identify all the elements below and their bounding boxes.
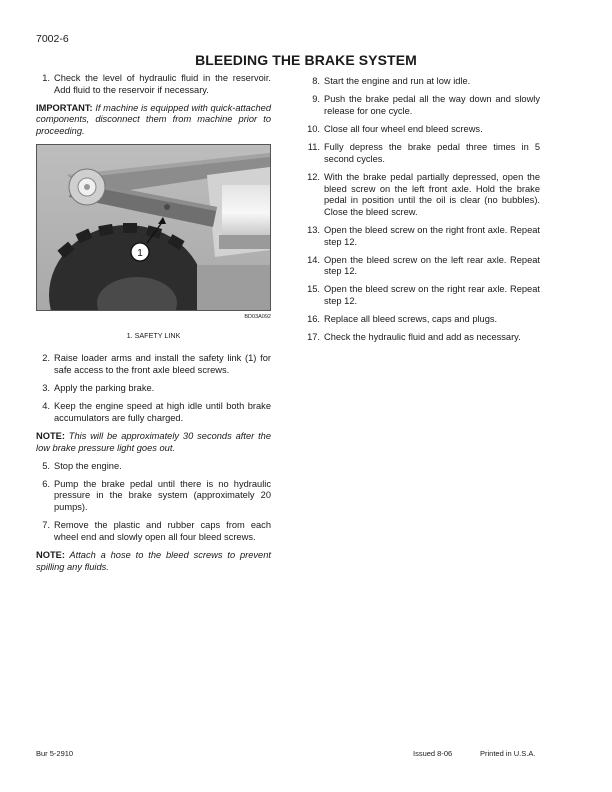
- step-11: 11. Fully depress the brake pedal three times in 5 second cycles.: [307, 142, 540, 164]
- right-column: [305, 76, 540, 351]
- left-column: [36, 73, 271, 580]
- footer-document-code: Bur 5-2910: [36, 749, 74, 758]
- page-title: BLEEDING THE BRAKE SYSTEM: [195, 52, 417, 68]
- step-16: 16. Replace all bleed screws, caps and plugs.: [307, 314, 498, 325]
- step-13: 13. Open the bleed screw on the right front axle. Repeat step 12.: [307, 224, 540, 247]
- footer-issued: Issued 8-06: [413, 749, 453, 758]
- footer-printed: Printed in U.S.A.: [480, 749, 536, 758]
- callout-number: 1: [137, 248, 143, 260]
- step-5: 5. Stop the engine.: [42, 460, 122, 471]
- step-1: [36, 73, 271, 96]
- step-10: 10. Close all four wheel end bleed screws.: [307, 123, 483, 134]
- page-number: 7002-6: [36, 33, 69, 45]
- important-label: IMPORTANT:: [36, 102, 93, 113]
- note-1: [36, 431, 271, 454]
- important-note: [36, 103, 271, 138]
- step-17: 17. Check the hydraulic fluid and add as necessary.: [307, 332, 521, 343]
- step-7: 7. Remove the plastic and rubber caps from each wheel end and slowly open all four bleed screws.: [42, 520, 271, 542]
- step-3: 3. Apply the parking brake.: [42, 383, 155, 394]
- loader-arm-illustration: [37, 145, 270, 310]
- step-9: 9. Push the brake pedal all the way down and slowly release for one cycle.: [312, 94, 540, 116]
- step-8: 8. Start the engine and run at low idle.: [312, 76, 471, 86]
- step-number: 1.: [42, 73, 50, 83]
- note-2: [36, 550, 271, 573]
- step-14: 14. Open the bleed screw on the left rear axle. Repeat step 12.: [307, 254, 540, 277]
- step-12: 12. With the brake pedal partially depressed, open the bleed screw on the left front axle. Hold the brake pedal in position until the oil is clear (no bubbles). Close the bleed screw.: [307, 171, 540, 217]
- note-text: This will be approximately 30 seconds after the low brake pressure light goes out.: [36, 431, 272, 453]
- note-label: NOTE:: [36, 431, 65, 441]
- step-4: 4. Keep the engine speed at high idle until both brake accumulators are fully charged.: [42, 401, 271, 423]
- important-text: If machine is equipped with quick-attached components, disconnect them from machine prior to proceeding.: [36, 102, 271, 136]
- step-6: 6. Pump the brake pedal until there is no hydraulic pressure in the brake system (approximately 20 pumps).: [42, 478, 271, 513]
- note-label: NOTE:: [36, 550, 65, 561]
- step-2: 2. Raise loader arms and install the safety link (1) for safe access to the front axle bleed screws.: [42, 353, 271, 375]
- step-15: 15. Open the bleed screw on the right rear axle. Repeat step 12.: [307, 284, 540, 307]
- step-text: Check the level of hydraulic fluid in the reservoir. Add fluid to the reservoir if necessary.: [54, 73, 271, 95]
- note-text: Attach a hose to the bleed screws to prevent spilling any fluids.: [36, 550, 271, 572]
- figure-caption: 1. SAFETY LINK: [126, 330, 181, 340]
- figure-id: BD03A092: [244, 314, 271, 321]
- safety-link-photo: [36, 144, 271, 311]
